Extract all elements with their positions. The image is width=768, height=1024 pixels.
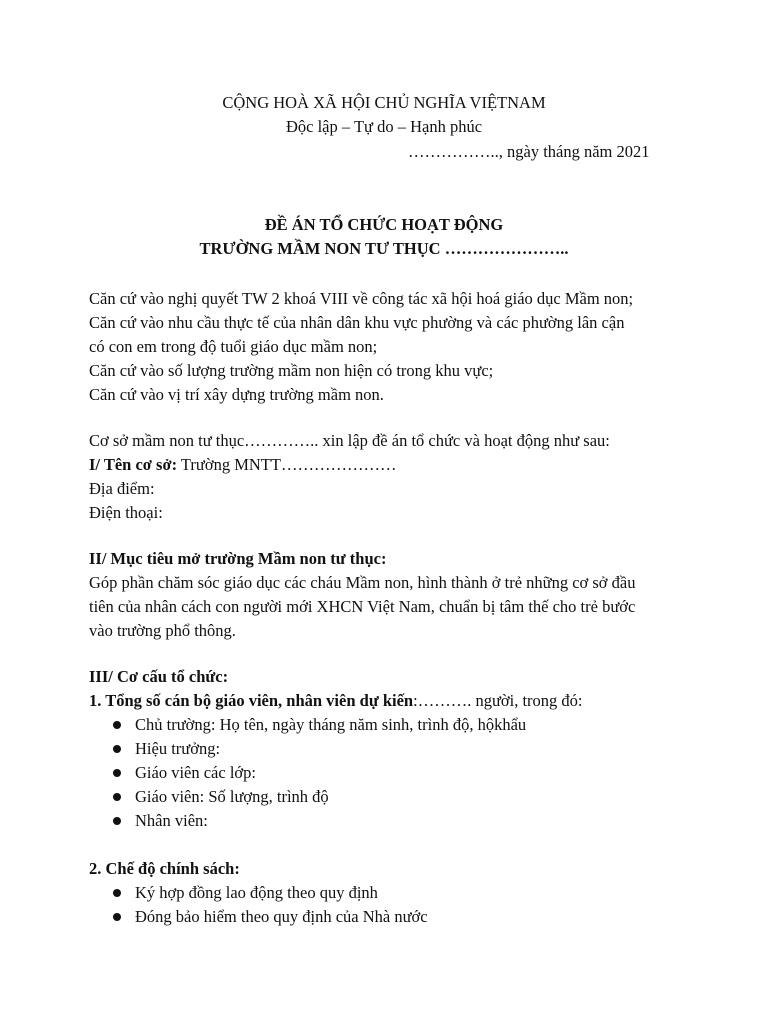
staff-item: Hiệu trưởng: <box>135 739 221 758</box>
goal-line: tiên của nhân cách con người mới XHCN Việt Nam, chuẩn bị tâm thế cho trẻ bước <box>89 597 636 616</box>
policy-item: Ký hợp đồng lao động theo quy định <box>135 883 378 902</box>
bullet-dot <box>113 817 121 825</box>
staff-item: Giáo viên: Số lượng, trình độ <box>135 787 329 806</box>
facility-name-line <box>89 454 396 476</box>
basis-line: Căn cứ vào vị trí xây dựng trường mầm non. <box>89 385 384 404</box>
phone-label: Điện thoại: <box>89 503 163 522</box>
bullet-dot <box>113 745 121 753</box>
staff-heading: 1. Tổng số cán bộ giáo viên, nhân viên dự kiến <box>89 691 414 710</box>
intro-paragraph: Cơ sở mầm non tư thục………….. xin lập đề án tổ chức và hoạt động như sau: <box>89 431 610 450</box>
bullet-dot <box>113 793 121 801</box>
bullet-dot <box>113 769 121 777</box>
staff-item: Nhân viên: <box>135 811 208 830</box>
document-title: ĐỀ ÁN TỔ CHỨC HOẠT ĐỘNG <box>264 215 504 234</box>
staff-heading-line <box>89 690 582 712</box>
bullet-dot <box>113 889 121 897</box>
staff-item: Chủ trường: Họ tên, ngày tháng năm sinh, trình độ, hộkhẩu <box>135 715 527 734</box>
bullet-dot <box>113 913 121 921</box>
section3-heading: III/ Cơ cấu tổ chức: <box>89 667 229 686</box>
policy-item: Đóng bảo hiểm theo quy định của Nhà nước <box>135 907 428 926</box>
goal-line: Góp phần chăm sóc giáo dục các cháu Mầm non, hình thành ở trẻ những cơ sở đầu <box>89 573 636 592</box>
basis-line: Căn cứ vào nhu cầu thực tế của nhân dân khu vực phường và các phường lân cận <box>89 313 625 332</box>
basis-line: Căn cứ vào nghị quyết TW 2 khoá VIII về công tác xã hội hoá giáo dục Mầm non; <box>89 289 634 308</box>
national-motto: Độc lập – Tự do – Hạnh phúc <box>285 117 483 136</box>
staff-count: :………. người, trong đó: <box>413 691 583 710</box>
section2-heading: II/ Mục tiêu mở trường Mầm non tư thục: <box>89 549 387 568</box>
policy-heading: 2. Chế độ chính sách: <box>89 859 240 878</box>
bullet-dot <box>113 721 121 729</box>
date-line: …………….., ngày tháng năm 2021 <box>408 142 650 161</box>
country-name: CỘNG HOÀ XÃ HỘI CHỦ NGHĨA VIỆTNAM <box>222 93 546 112</box>
location-label: Địa điểm: <box>89 479 155 498</box>
document-subtitle: TRƯỜNG MẦM NON TƯ THỤC ………………….. <box>199 239 569 258</box>
facility-name-value: Trường MNTT………………… <box>177 455 397 474</box>
basis-line: có con em trong độ tuổi giáo dục mầm non; <box>89 337 378 356</box>
staff-item: Giáo viên các lớp: <box>135 763 256 782</box>
basis-line: Căn cứ vào số lượng trường mầm non hiện có trong khu vực; <box>89 361 494 380</box>
section1-heading: I/ Tên cơ sở: <box>89 455 178 474</box>
goal-line: vào trường phổ thông. <box>89 621 236 640</box>
